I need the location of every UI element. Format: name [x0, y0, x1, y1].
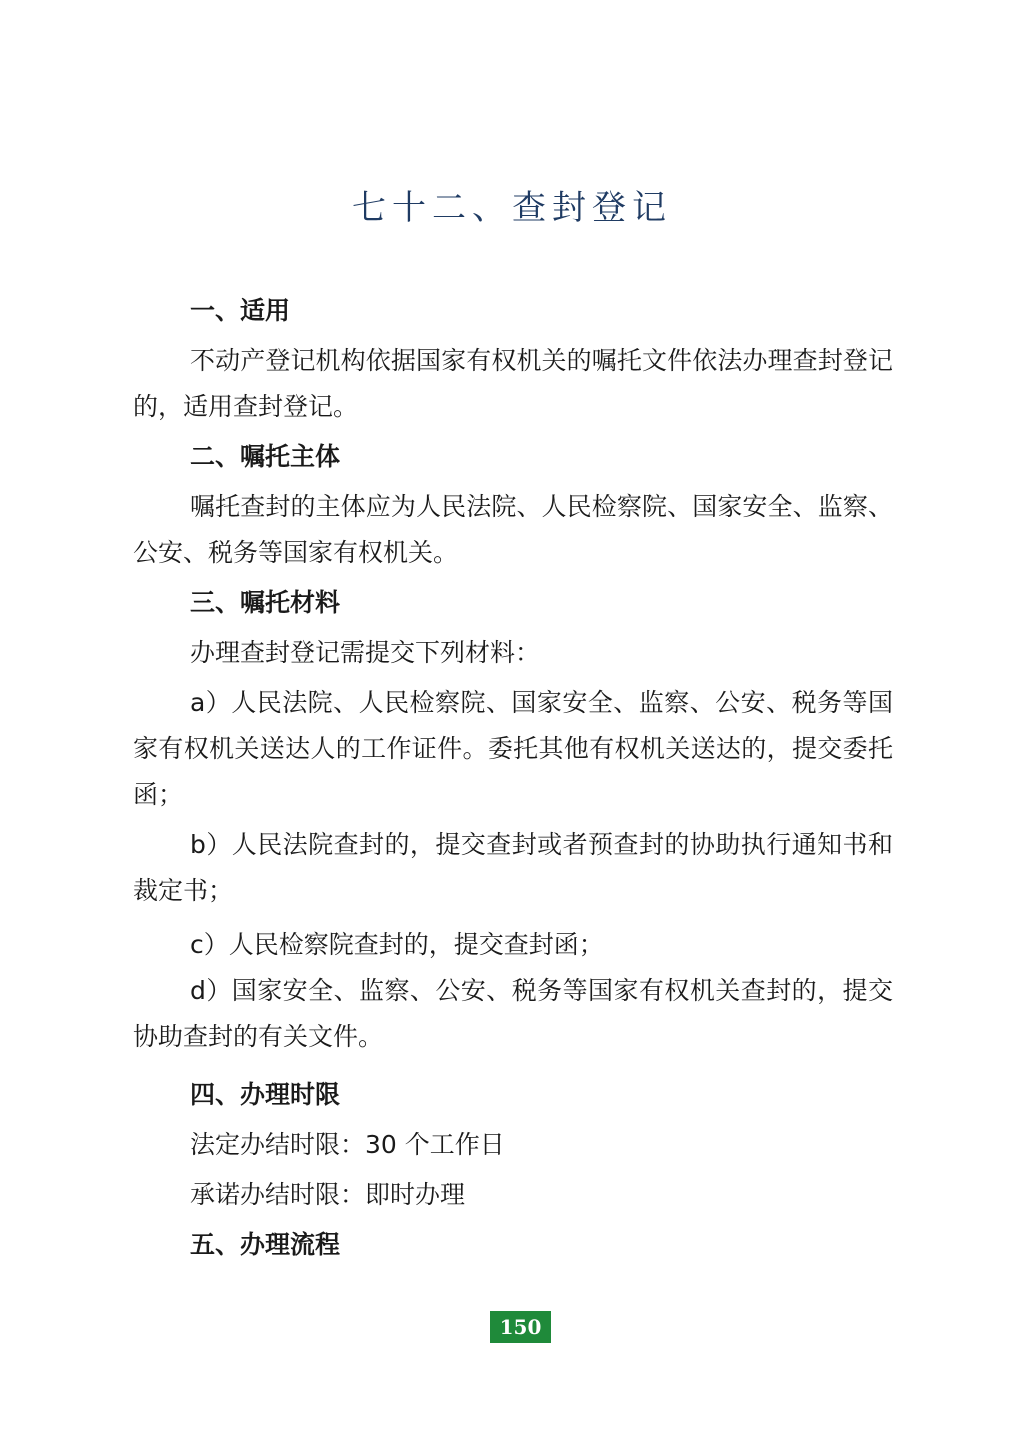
section-heading-applicability: 一、适用: [190, 296, 291, 325]
section-heading-entrusting-party: 二、嘱托主体: [190, 442, 341, 471]
list-item-material-d: d）国家安全、监察、公安、税务等国家有权机关查封的，提交协助查封的有关文件。: [133, 976, 893, 1051]
page-title: 七十二、查封登记: [352, 188, 672, 228]
section-heading-materials: 三、嘱托材料: [190, 588, 341, 617]
section-heading-procedure: 五、办理流程: [190, 1230, 341, 1259]
section-heading-time-limit: 四、办理时限: [190, 1080, 341, 1109]
paragraph-promised-time-limit: 承诺办结时限：即时办理: [190, 1180, 466, 1209]
paragraph-materials-intro: 办理查封登记需提交下列材料：: [190, 638, 541, 667]
paragraph-applicability: 不动产登记机构依据国家有权机关的嘱托文件依法办理查封登记的，适用查封登记。: [133, 346, 893, 421]
list-item-material-b: b）人民法院查封的，提交查封或者预查封的协助执行通知书和裁定书；: [133, 830, 893, 905]
page-number-badge: 150: [490, 1311, 551, 1343]
list-item-material-a: a）人民法院、人民检察院、国家安全、监察、公安、税务等国家有权机关送达人的工作证件。委托其他有权机关送达的，提交委托函；: [133, 688, 893, 809]
paragraph-legal-time-limit: 法定办结时限：30 个工作日: [190, 1130, 505, 1159]
document-body: [133, 288, 893, 1268]
list-item-material-c: c）人民检察院查封的，提交查封函；: [190, 930, 604, 959]
paragraph-entrusting-party: 嘱托查封的主体应为人民法院、人民检察院、国家安全、监察、公安、税务等国家有权机关。: [133, 492, 893, 567]
